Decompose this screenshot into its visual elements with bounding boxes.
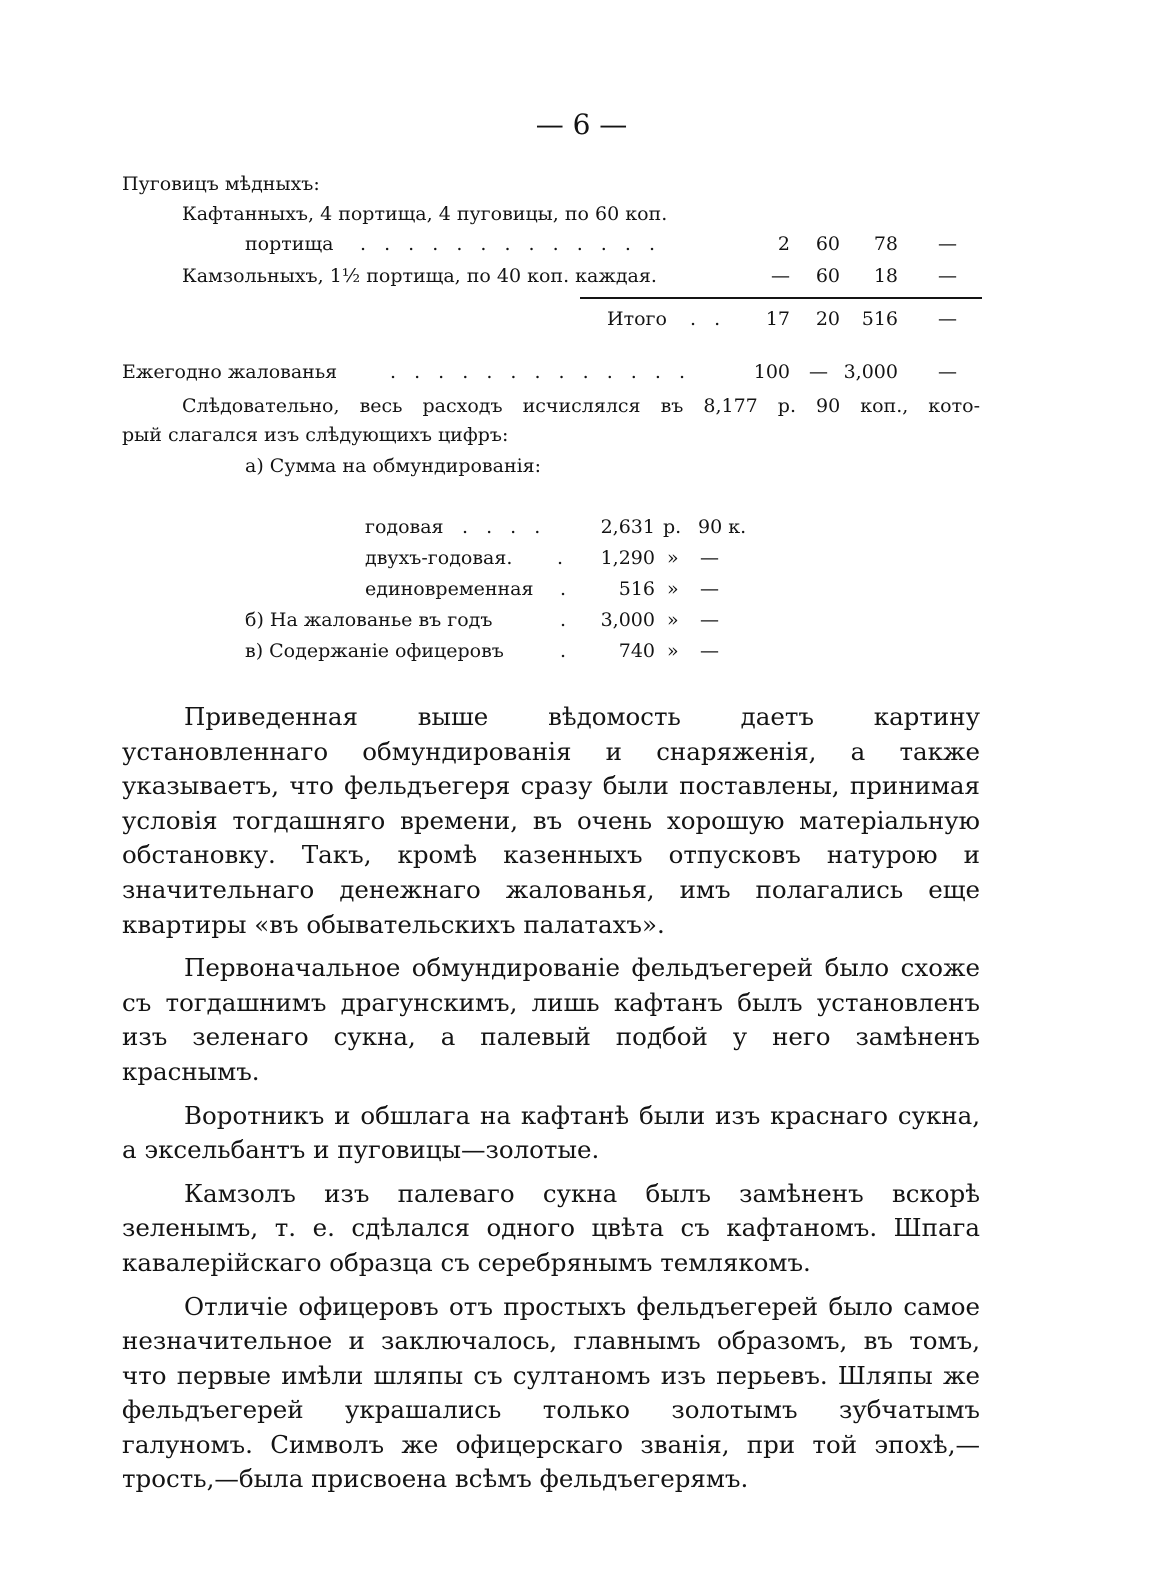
body-text	[122, 700, 980, 1506]
kamzol-rub: —	[771, 265, 790, 287]
kaftan-dots: . . . . . . . . . . . . .	[360, 233, 661, 255]
paragraph: Первоначальное обмундированіе фельдъегерей было схоже съ тогдашнимъ драгунскимъ, лишь кафтанъ былъ установленъ изъ зеленаго сукна, а палевый подбой у него замѣненъ краснымъ.	[122, 953, 980, 1086]
breakdown-dots: .	[560, 640, 573, 662]
kaftan-col3: 78	[873, 233, 898, 255]
kaftan-line-1: Кафтанныхъ, 4 портища, 4 пуговицы, по 60 коп.	[182, 203, 668, 225]
total-col3: 516	[861, 308, 898, 330]
breakdown-unit: »	[667, 609, 679, 631]
breakdown-dots: .	[560, 609, 573, 631]
breakdown-label: б) На жалованье въ годъ	[245, 609, 493, 631]
breakdown-unit: »	[667, 547, 679, 569]
breakdown-kop: —	[700, 547, 719, 569]
breakdown-amount: 2,631	[600, 516, 655, 538]
kamzol-col4: —	[938, 265, 957, 287]
total-label: Итого	[607, 308, 667, 330]
kaftan-rub: 2	[777, 233, 790, 255]
salary-col2: —	[809, 361, 828, 383]
breakdown-kop: —	[700, 578, 719, 600]
kaftan-col4: —	[938, 233, 957, 255]
breakdown-label: в) Содержаніе офицеровъ	[245, 640, 504, 662]
total-rub: 17	[765, 308, 790, 330]
salary-dots: . . . . . . . . . . . . .	[390, 361, 691, 383]
buttons-heading: Пуговицъ мѣдныхъ:	[122, 173, 320, 195]
kamzol-label: Камзольныхъ, 1½ портища, по 40 коп. каждая.	[182, 265, 657, 287]
breakdown-unit: »	[667, 578, 679, 600]
breakdown-label: единовременная	[365, 578, 534, 600]
breakdown-kop: —	[700, 609, 719, 631]
total-dots: . .	[690, 308, 727, 330]
breakdown-label: двухъ-годовая.	[365, 547, 513, 569]
breakdown-dots: . . . .	[462, 516, 547, 538]
kaftan-kop: 60	[815, 233, 840, 255]
breakdown-amount: 3,000	[600, 609, 655, 631]
paragraph: Приведенная выше вѣдомость даетъ картину установленнаго обмундированія и снаряженія, а также указываетъ, что фельдъегеря сразу были поставлены, принимая условія тогдашняго времени, въ очень хорошую матеріальную обстановку. Такъ, кромѣ казенныхъ отпусковъ натурою и значительнаго денежнаго жалованья, имъ полагались еще квартиры «въ обывательскихъ палатахъ».	[122, 702, 980, 939]
breakdown-unit: р.	[663, 516, 682, 538]
breakdown-amount: 740	[618, 640, 655, 662]
salary-col1: 100	[753, 361, 790, 383]
salary-col4: —	[938, 361, 957, 383]
breakdown-amount: 1,290	[600, 547, 655, 569]
breakdown-kop: 90 к.	[698, 516, 747, 538]
page-number: — 6 —	[535, 108, 628, 141]
breakdown-kop: —	[700, 640, 719, 662]
kaftan-line-2-label: портища	[245, 233, 334, 255]
salary-col3: 3,000	[843, 361, 898, 383]
breakdown-dots: .	[557, 547, 570, 569]
salary-label: Ежегодно жалованья	[122, 361, 338, 383]
breakdown-dots: .	[560, 578, 573, 600]
total-kop: 20	[815, 308, 840, 330]
breakdown-label: годовая	[365, 516, 444, 538]
total-rule	[580, 297, 982, 299]
paragraph: Камзолъ изъ палеваго сукна былъ замѣненъ вскорѣ зеленымъ, т. е. сдѣлался одного цвѣта съ кафтаномъ. Шпага кавалерійскаго образца съ серебрянымъ темлякомъ.	[122, 1178, 980, 1277]
sum-heading: а) Сумма на обмундированія:	[245, 455, 542, 477]
total-col4: —	[938, 308, 957, 330]
paragraph: Воротникъ и обшлага на кафтанѣ были изъ краснаго сукна, а эксельбантъ и пуговицы—золотые.	[122, 1100, 980, 1165]
breakdown-unit: »	[667, 640, 679, 662]
kamzol-kop: 60	[815, 265, 840, 287]
paragraph: Отличіе офицеровъ отъ простыхъ фельдъегерей было самое незначительное и заключалось, главнымъ образомъ, въ томъ, что первые имѣли шляпы съ султаномъ изъ перьевъ. Шляпы же фельдъегерей украшались только золотымъ зубчатымъ галуномъ. Символъ же офицерскаго званія, при той эпохѣ,—трость,—была присвоена всѣмъ фельдъегерямъ.	[122, 1291, 980, 1494]
breakdown-amount: 516	[618, 578, 655, 600]
kamzol-col3: 18	[873, 265, 898, 287]
consequently-line-2: рый слагался изъ слѣдующихъ цифръ:	[122, 424, 509, 446]
consequently-line-1: Слѣдовательно, весь расходъ исчислялся въ 8,177 р. 90 коп., кото-	[182, 395, 980, 417]
